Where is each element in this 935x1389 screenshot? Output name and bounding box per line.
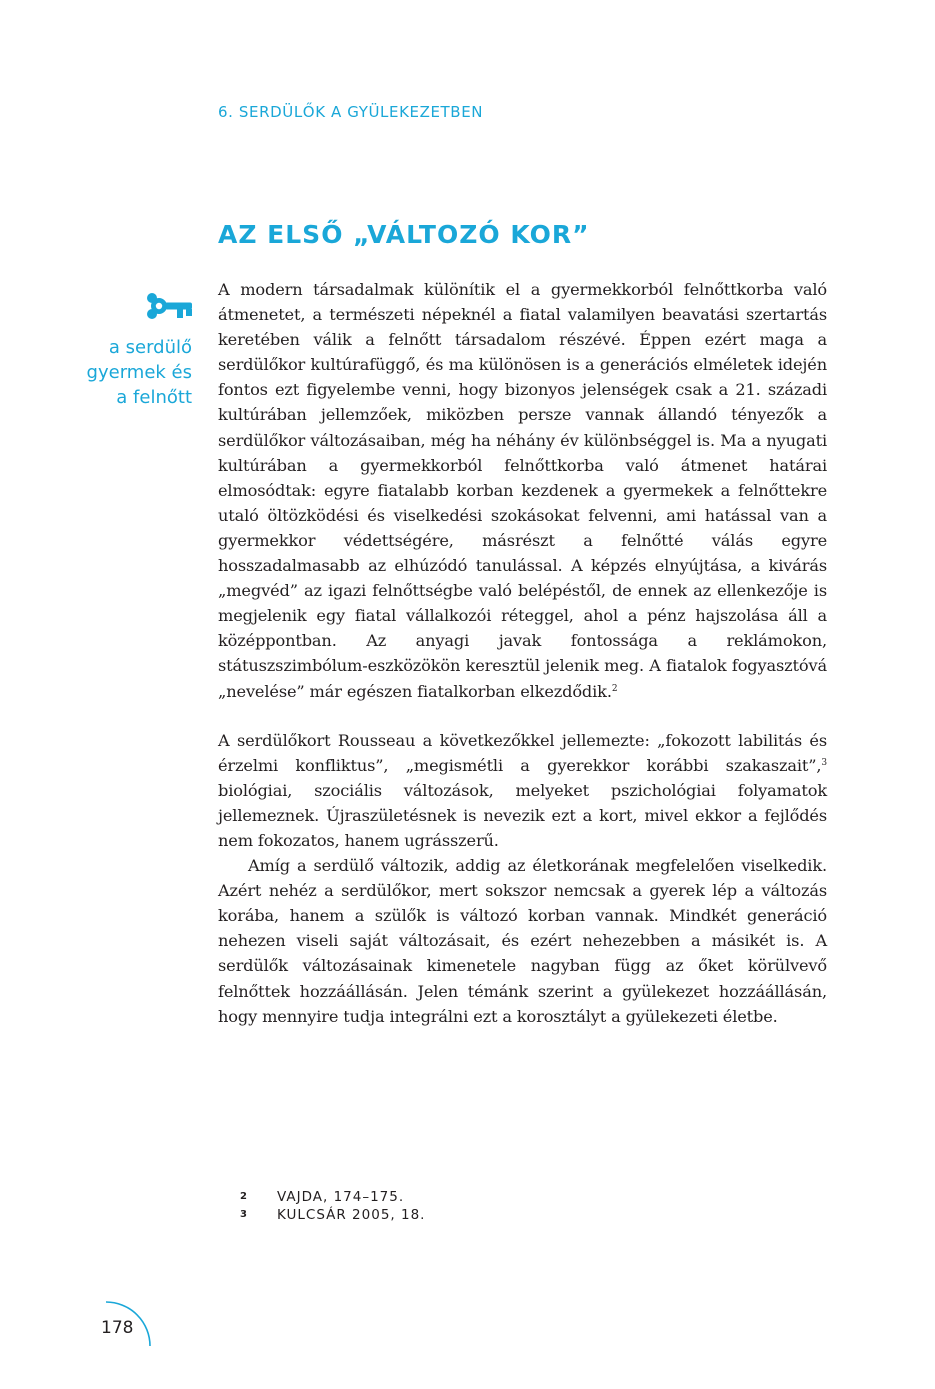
footnote [240,1188,425,1206]
paragraph-1-text: A modern társadalmak különítik el a gyermekkorból felnőttkorba való átmenetet, a természeti népeknél a fiatal valamilyen beavatási szertartás keretében válik a felnőtt társadalom részévé. Éppen ezért maga a serdülőkor kultúrafüggő, és ma különösen is a generációs elméletek idején fontos ezt figyelembe venni, hogy bizonyos jelenségek csak a 21. századi kultúrában jellemzőek, miközben persze vannak állandó tényezők a serdülőkor változásaiban, még ha néhány év különbséggel is. Ma a nyugati kultúrában a gyermekkorból felnőttkorba való átmenet határai elmosódtak: egyre fiatalabb korban kezdenek a gyermekek a felnőttekre utaló öltözködési és viselkedési szokásokat felvenni, ami hatással van a gyermekkor védettségére, másrészt a felnőtté válás egyre hosszadalmasabb az elhúzódó tanulással. A képzés elnyújtása, a kivárás „megvéd” az igazi felnőttségbe való belépéstől, de ennek az ellenkezője is megjelenik egy fiatal vállalkozói réteggel, ahol a pénz hajszolása áll a középpontban. Az anyagi javak fontossága a reklámokon, státuszszimbólum-eszközökön keresztül jelenik meg. A fiatalok fogyasztóvá „nevelése” már egészen fiatalkorban elkezdődik. [218,280,827,701]
paragraph-2-text-before: A serdülőkort Rousseau a következőkkel jellemezte: „fokozott labilitás és érzelmi konfliktus”, „megismétli a gyerekkor korábbi szakaszait”, [218,730,827,775]
body-text [218,277,827,1029]
footnote-number: 2 [240,1191,248,1202]
margin-note-line: gyermek és [86,362,192,383]
margin-note-line: a felnőtt [116,387,192,408]
running-head: 6. SERDÜLŐK A GYÜLEKEZETBEN [218,103,484,121]
paragraph-2 [218,728,827,853]
footnote-text: KULCSÁR 2005, 18. [277,1207,426,1223]
footnote-number: 3 [240,1209,248,1220]
footnote-ref-2[interactable]: 2 [611,683,618,694]
paragraph-1 [218,277,827,704]
paragraph-3: Amíg a serdülő változik, addig az életkorának megfelelően viselkedik. Azért nehéz a serdülőkor, mert sokszor nemcsak a gyerek lép a változás korába, hanem a szülők is változó korban vannak. Mindkét generáció nehezen viseli saját változásait, és ezért nehezebben a másikét is. A serdülők változásainak kimenetele nagyban függ az őket körülvevő felnőttek hozzáállásán. Jelen témánk szerint a gyülekezet hozzáállásán, hogy mennyire tudja integrálni ezt a korosztályt a gyülekezeti életbe. [218,856,827,1026]
margin-note [40,335,192,410]
paragraph-2-text-after: biológiai, szociális változások, melyeket pszichológiai folyamatok jellemeznek. Újraszületésnek is nevezik ezt a kort, mivel ekkor a fejlődés nem fokozatos, hanem ugrásszerű. [218,780,827,850]
section-title: AZ ELSŐ „VÁLTOZÓ KOR” [218,220,590,249]
footnote-ref-3[interactable]: 3 [821,757,827,768]
key-icon [142,287,194,325]
footnote [240,1206,425,1224]
footnotes [240,1188,425,1224]
page-number: 178 [101,1318,134,1338]
margin-note-line: a serdülő [108,337,192,358]
footnote-text: VAJDA, 174–175. [277,1189,405,1205]
